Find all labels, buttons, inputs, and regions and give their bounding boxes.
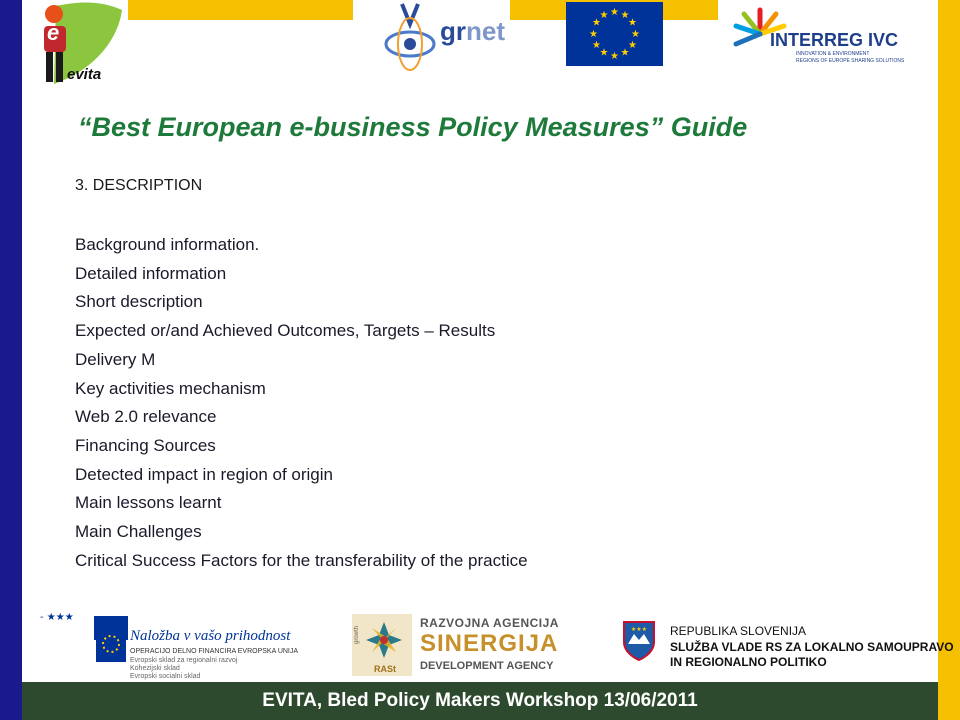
list-item: Expected or/and Achieved Outcomes, Targets – Results (75, 321, 496, 341)
list-item: Detected impact in region of origin (75, 464, 333, 484)
slovenia-logo-line1: REPUBLIKA SLOVENIJA (670, 624, 807, 638)
sinergija-logo-line3: DEVELOPMENT AGENCY (420, 660, 554, 672)
footer-bar (22, 682, 938, 720)
svg-text:- ★★★: - ★★★ (40, 612, 74, 623)
sinergija-logo-side: growth (354, 625, 360, 644)
grnet-logo-suffix: net (466, 16, 505, 46)
sinergija-logo (352, 614, 572, 678)
eu-investment-slogan: Naložba v vašo prihodnost (130, 628, 291, 644)
eu-investment-programme: OPERACIJO DELNO FINANCIRA EVROPSKA UNIJA (130, 648, 299, 655)
slide-title: “Best European e-business Policy Measures” Guide (78, 112, 748, 142)
sinergija-logo-small: RASt (374, 664, 396, 674)
grnet-logo-prefix: gr (440, 16, 466, 46)
list-item: Web 2.0 relevance (75, 407, 217, 427)
svg-text:★: ★ (592, 40, 601, 51)
list-item: Main lessons learnt (75, 493, 222, 513)
svg-text:★: ★ (599, 47, 609, 59)
interreg-logo-line1: INNOVATION & ENVIRONMENT (796, 51, 870, 57)
eu-investment-fund: Evropski socialni sklad (130, 673, 201, 680)
list-item: Short description (75, 292, 203, 312)
interreg-logo-name: INTERREG IVC (770, 30, 899, 50)
list-item: Financing Sources (75, 435, 216, 455)
list-item: Critical Success Factors for the transferability of the practice (75, 550, 528, 570)
footer-text: EVITA, Bled Policy Makers Workshop 13/06/2011 (262, 690, 698, 711)
list-item: Delivery M (75, 349, 156, 369)
list-item: Key activities mechanism (75, 378, 266, 398)
eu-investment-logo (40, 608, 320, 680)
evita-logo-text: evita (67, 66, 102, 83)
list-item: Main Challenges (75, 522, 202, 542)
left-border-bar (0, 0, 22, 720)
svg-text:★: ★ (620, 47, 630, 59)
svg-text:★: ★ (628, 40, 637, 51)
svg-text:★: ★ (610, 51, 619, 62)
svg-text:★: ★ (592, 17, 601, 29)
svg-text:★★★: ★★★ (630, 626, 648, 633)
sinergija-logo-line2: SINERGIJA (420, 630, 559, 657)
svg-text:★: ★ (610, 7, 619, 18)
svg-text:★: ★ (620, 10, 630, 21)
interreg-logo-line2: REGIONS OF EUROPE SHARING SOLUTIONS (796, 58, 905, 64)
interreg-logo (730, 4, 938, 70)
list-item: Background information. (75, 235, 260, 254)
eu-investment-fund: Kohezijski sklad (130, 665, 180, 672)
evita-logo-letter: e (47, 20, 60, 45)
svg-text:★: ★ (631, 29, 640, 40)
right-border-bar (938, 0, 960, 720)
slovenia-logo-line2: SLUŽBA VLADE RS ZA LOKALNO SAMOUPRAVO (670, 640, 954, 654)
svg-text:★: ★ (599, 10, 609, 21)
grnet-logo (380, 0, 510, 80)
section-heading: 3. DESCRIPTION (75, 177, 203, 194)
eu-investment-fund: Evropski sklad za regionalni razvoj (130, 657, 238, 664)
sinergija-logo-line1: RAZVOJNA AGENCIJA (420, 616, 559, 630)
description-list (75, 231, 528, 575)
slovenia-logo-line3: IN REGIONALNO POLITIKO (670, 655, 827, 669)
eu-flag-logo (566, 2, 663, 66)
svg-text:★: ★ (589, 29, 598, 40)
slovenia-logo (622, 620, 954, 676)
list-item: Detailed information (75, 263, 227, 283)
top-accent-bar (128, 0, 353, 20)
svg-text:★: ★ (628, 17, 637, 29)
evita-logo (34, 0, 130, 90)
